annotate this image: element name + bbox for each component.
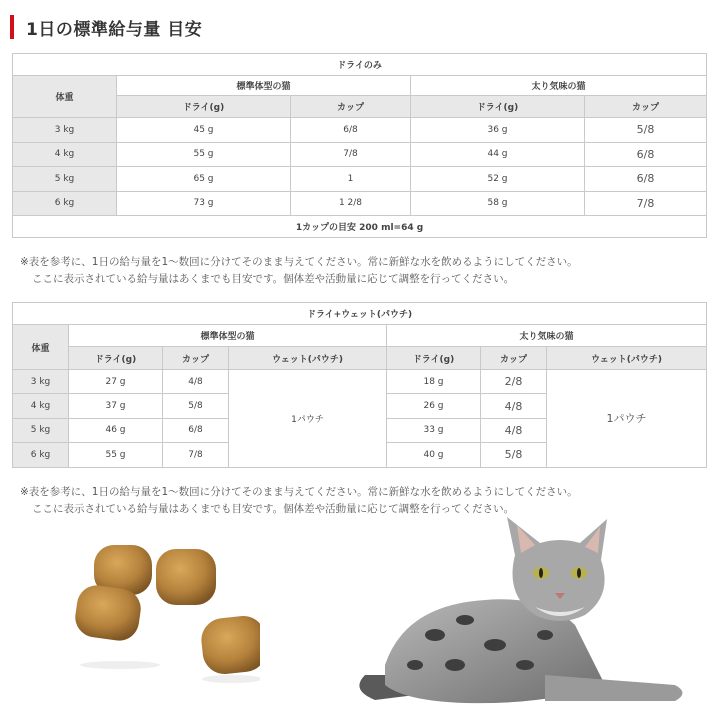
ow-cup-cell: 6/8 — [585, 167, 707, 192]
cup-column-header: カップ — [585, 96, 707, 118]
ow-dry-cell: 36 g — [411, 118, 585, 143]
std-cup-cell: 5/8 — [163, 394, 229, 418]
ow-dry-cell: 26 g — [387, 394, 481, 418]
weight-cell: 4 kg — [13, 394, 69, 418]
std-dry-cell: 46 g — [69, 418, 163, 442]
std-cup-cell: 1 2/8 — [291, 191, 411, 216]
weight-cell: 6 kg — [13, 191, 117, 216]
std-cup-cell: 6/8 — [163, 418, 229, 442]
weight-cell: 6 kg — [13, 443, 69, 467]
ow-dry-cell: 52 g — [411, 167, 585, 192]
cup-column-header: カップ — [163, 347, 229, 370]
ow-cup-cell: 5/8 — [585, 118, 707, 143]
dry-only-table — [12, 53, 707, 238]
weight-cell: 5 kg — [13, 418, 69, 442]
ow-cup-cell: 4/8 — [481, 394, 547, 418]
dry-wet-table — [12, 302, 707, 468]
std-dry-cell: 55 g — [117, 142, 291, 167]
std-dry-cell: 37 g — [69, 394, 163, 418]
weight-header: 体重 — [13, 325, 69, 370]
table-row — [13, 142, 707, 167]
cup-column-header: カップ — [481, 347, 547, 370]
kibble-photo — [60, 535, 260, 685]
page-heading — [10, 14, 202, 40]
wet-column-header: ウェット(パウチ) — [547, 347, 707, 370]
cup-column-header: カップ — [291, 96, 411, 118]
ow-dry-cell: 44 g — [411, 142, 585, 167]
wet-column-header: ウェット(パウチ) — [229, 347, 387, 370]
ow-cup-cell: 4/8 — [481, 418, 547, 442]
note-line: ここに表示されている給与量はあくまでも目安です。個体差や活動量に応じて調整を行ってください。 — [32, 273, 515, 285]
page-title: 1日の標準給与量 目安 — [26, 19, 203, 40]
table-caption: ドライのみ — [13, 54, 707, 76]
cat-photo — [345, 515, 705, 710]
weight-cell: 5 kg — [13, 167, 117, 192]
weight-cell: 3 kg — [13, 370, 69, 394]
overweight-cat-header: 太り気味の猫 — [387, 325, 707, 347]
dry-column-header: ドライ(g) — [117, 96, 291, 118]
heading-accent-bar — [10, 15, 14, 39]
std-dry-cell: 45 g — [117, 118, 291, 143]
standard-cat-header: 標準体型の猫 — [117, 76, 411, 96]
ow-cup-cell: 2/8 — [481, 370, 547, 394]
overweight-cat-header: 太り気味の猫 — [411, 76, 707, 96]
table-row — [13, 118, 707, 143]
standard-cat-header: 標準体型の猫 — [69, 325, 387, 347]
ow-dry-cell: 18 g — [387, 370, 481, 394]
std-wet-cell: 1パウチ — [229, 370, 387, 468]
ow-wet-cell: 1パウチ — [547, 370, 707, 468]
ow-dry-cell: 58 g — [411, 191, 585, 216]
std-dry-cell: 55 g — [69, 443, 163, 467]
std-cup-cell: 1 — [291, 167, 411, 192]
std-cup-cell: 7/8 — [291, 142, 411, 167]
dry-column-header: ドライ(g) — [411, 96, 585, 118]
cup-measure-footer: 1カップの目安 200 ml=64 g — [13, 216, 707, 238]
ow-cup-cell: 5/8 — [481, 443, 547, 467]
ow-cup-cell: 7/8 — [585, 191, 707, 216]
weight-cell: 4 kg — [13, 142, 117, 167]
dry-column-header: ドライ(g) — [387, 347, 481, 370]
note-line: ※表を参考に、1日の給与量を1〜数回に分けてそのまま与えてください。常に新鮮な水を飲めるようにしてください。 — [20, 486, 578, 498]
std-dry-cell: 27 g — [69, 370, 163, 394]
note-line: ※表を参考に、1日の給与量を1〜数回に分けてそのまま与えてください。常に新鮮な水を飲めるようにしてください。 — [20, 256, 578, 268]
feeding-note — [20, 254, 578, 288]
cat-front-legs — [545, 675, 683, 701]
table-caption: ドライ+ウェット(パウチ) — [13, 303, 707, 325]
std-cup-cell: 7/8 — [163, 443, 229, 467]
ow-dry-cell: 33 g — [387, 418, 481, 442]
kibble-piece — [199, 614, 260, 676]
feeding-note — [20, 484, 578, 518]
std-dry-cell: 73 g — [117, 191, 291, 216]
std-cup-cell: 6/8 — [291, 118, 411, 143]
std-dry-cell: 65 g — [117, 167, 291, 192]
table-row — [13, 370, 707, 394]
table-row — [13, 191, 707, 216]
ow-dry-cell: 40 g — [387, 443, 481, 467]
note-line: ここに表示されている給与量はあくまでも目安です。個体差や活動量に応じて調整を行ってください。 — [32, 503, 515, 515]
std-cup-cell: 4/8 — [163, 370, 229, 394]
weight-cell: 3 kg — [13, 118, 117, 143]
weight-header: 体重 — [13, 76, 117, 118]
table-row — [13, 167, 707, 192]
kibble-piece — [156, 549, 216, 605]
dry-column-header: ドライ(g) — [69, 347, 163, 370]
ow-cup-cell: 6/8 — [585, 142, 707, 167]
